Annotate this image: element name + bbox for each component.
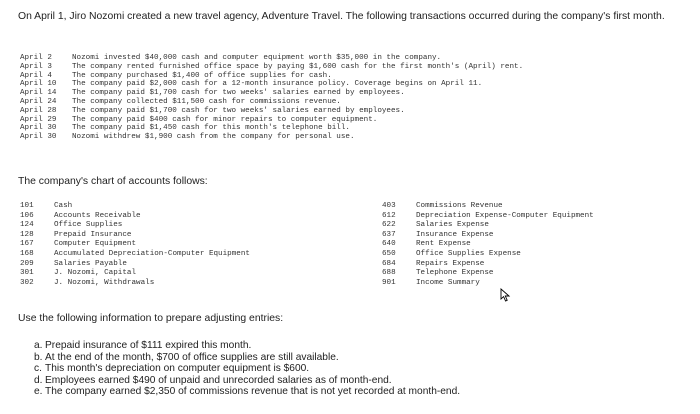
account-name: Office Supplies [54, 221, 123, 230]
account-name: Computer Equipment [54, 240, 137, 249]
account-name: Office Supplies Expense [416, 249, 521, 258]
transaction-text: The company paid $1,450 cash for this month's telephone bill. [72, 124, 350, 133]
transaction-date: April 29 [20, 115, 57, 124]
accounts-left-column [20, 202, 250, 288]
adjustment-item [34, 340, 460, 352]
account-number: 124 [20, 221, 34, 230]
account-name: Salaries Expense [416, 221, 489, 230]
transaction-text: The company collected $11,500 cash for commissions revenue. [72, 97, 341, 106]
account-row [382, 212, 594, 222]
account-row [382, 240, 594, 250]
account-number: 403 [382, 202, 396, 210]
adjustment-item [34, 352, 460, 364]
account-number: 128 [20, 230, 34, 239]
account-name: Depreciation Expense-Computer Equipment [416, 211, 594, 220]
transaction-text: The company purchased $1,400 of office supplies for cash. [72, 71, 332, 80]
adjustment-letter: c. [34, 363, 42, 375]
account-number: 640 [382, 240, 396, 249]
adjustment-letter: e. [34, 386, 43, 398]
accounts-right-column [382, 202, 594, 288]
account-name: J. Nozomi, Capital [54, 269, 137, 278]
adjustment-item [34, 375, 460, 387]
adjustment-letter: a. [34, 340, 43, 351]
adjustment-letter: b. [34, 351, 43, 363]
transaction-row [20, 107, 523, 116]
account-name: Income Summary [416, 278, 480, 287]
transaction-date: April 30 [20, 124, 57, 133]
account-row [20, 221, 250, 231]
adjustment-text: At the end of the month, $700 of office supplies are still available. [45, 351, 339, 363]
adjusting-entries-heading: Use the following information to prepare adjusting entries: [18, 313, 284, 324]
transaction-date: April 10 [20, 80, 57, 89]
account-name: J. Nozomi, Withdrawals [54, 278, 155, 287]
adjustments-list [34, 340, 460, 398]
account-row [382, 221, 594, 231]
account-number: 167 [20, 240, 34, 249]
account-number: 688 [382, 269, 396, 278]
account-name: Commissions Revenue [416, 202, 503, 210]
account-number: 301 [20, 269, 34, 278]
transaction-row [20, 98, 523, 107]
account-name: Accumulated Depreciation-Computer Equipment [54, 249, 250, 258]
transaction-row [20, 63, 523, 72]
account-row [20, 202, 250, 212]
account-row [20, 212, 250, 222]
account-row [20, 240, 250, 250]
transaction-row [20, 124, 523, 133]
transaction-date: April 24 [20, 97, 57, 106]
mouse-pointer-icon [500, 288, 512, 302]
account-row [20, 260, 250, 270]
transaction-text: Nozomi invested $40,000 cash and computer equipment worth $35,000 in the company. [72, 54, 442, 62]
account-row [382, 279, 594, 289]
transaction-row [20, 72, 523, 81]
transaction-row [20, 133, 523, 142]
account-name: Salaries Payable [54, 259, 127, 268]
transaction-text: The company rented furnished office space by paying $1,600 cash for the first month's (April) rent. [72, 62, 524, 71]
account-row [382, 269, 594, 279]
account-row [20, 231, 250, 241]
account-row [20, 250, 250, 260]
transaction-row [20, 54, 523, 63]
transaction-date: April 28 [20, 106, 57, 115]
account-number: 101 [20, 202, 34, 210]
adjustment-letter: d. [34, 374, 43, 386]
transaction-text: Nozomi withdrew $1,900 cash from the company for personal use. [72, 133, 355, 142]
account-number: 622 [382, 221, 396, 230]
account-row [382, 250, 594, 260]
transaction-date: April 14 [20, 89, 57, 98]
account-row [382, 202, 594, 212]
account-row [382, 260, 594, 270]
account-number: 901 [382, 278, 396, 287]
adjustment-item [34, 386, 460, 398]
account-number: 168 [20, 249, 34, 258]
account-row [20, 279, 250, 289]
problem-intro: On April 1, Jiro Nozomi created a new travel agency, Adventure Travel. The following transactions occurred during the company's first month. [18, 11, 665, 22]
transaction-text: The company paid $2,000 cash for a 12-month insurance policy. Coverage begins on April 11. [72, 80, 483, 89]
adjustment-text: This month's depreciation on computer equipment is $600. [45, 363, 310, 375]
transaction-date: April 30 [20, 133, 57, 142]
account-name: Rent Expense [416, 240, 471, 249]
adjustment-text: The company earned $2,350 of commissions revenue that is not yet recorded at month-end. [45, 386, 461, 398]
account-row [20, 269, 250, 279]
transaction-date: April 2 [20, 54, 52, 62]
transaction-date: April 4 [20, 71, 52, 80]
adjustment-text: Employees earned $490 of unpaid and unrecorded salaries as of month-end. [45, 374, 392, 386]
adjustment-item [34, 363, 460, 375]
transaction-date: April 3 [20, 62, 52, 71]
account-name: Telephone Expense [416, 269, 494, 278]
account-number: 684 [382, 259, 396, 268]
account-name: Prepaid Insurance [54, 230, 132, 239]
transaction-text: The company paid $1,700 cash for two weeks' salaries earned by employees. [72, 89, 405, 98]
account-number: 612 [382, 211, 396, 220]
account-name: Cash [54, 202, 73, 210]
account-number: 650 [382, 249, 396, 258]
transaction-row [20, 116, 523, 125]
account-number: 302 [20, 278, 34, 287]
transaction-row [20, 80, 523, 89]
account-number: 637 [382, 230, 396, 239]
transactions-list [20, 54, 523, 142]
chart-of-accounts-heading: The company's chart of accounts follows: [18, 176, 208, 187]
transaction-row [20, 89, 523, 98]
account-name: Repairs Expense [416, 259, 485, 268]
adjustment-text: Prepaid insurance of $111 expired this month. [45, 340, 252, 351]
account-name: Insurance Expense [416, 230, 494, 239]
account-row [382, 231, 594, 241]
account-number: 209 [20, 259, 34, 268]
transaction-text: The company paid $400 cash for minor repairs to computer equipment. [72, 115, 378, 124]
transaction-text: The company paid $1,700 cash for two weeks' salaries earned by employees. [72, 106, 405, 115]
account-number: 106 [20, 211, 34, 220]
account-name: Accounts Receivable [54, 211, 141, 220]
